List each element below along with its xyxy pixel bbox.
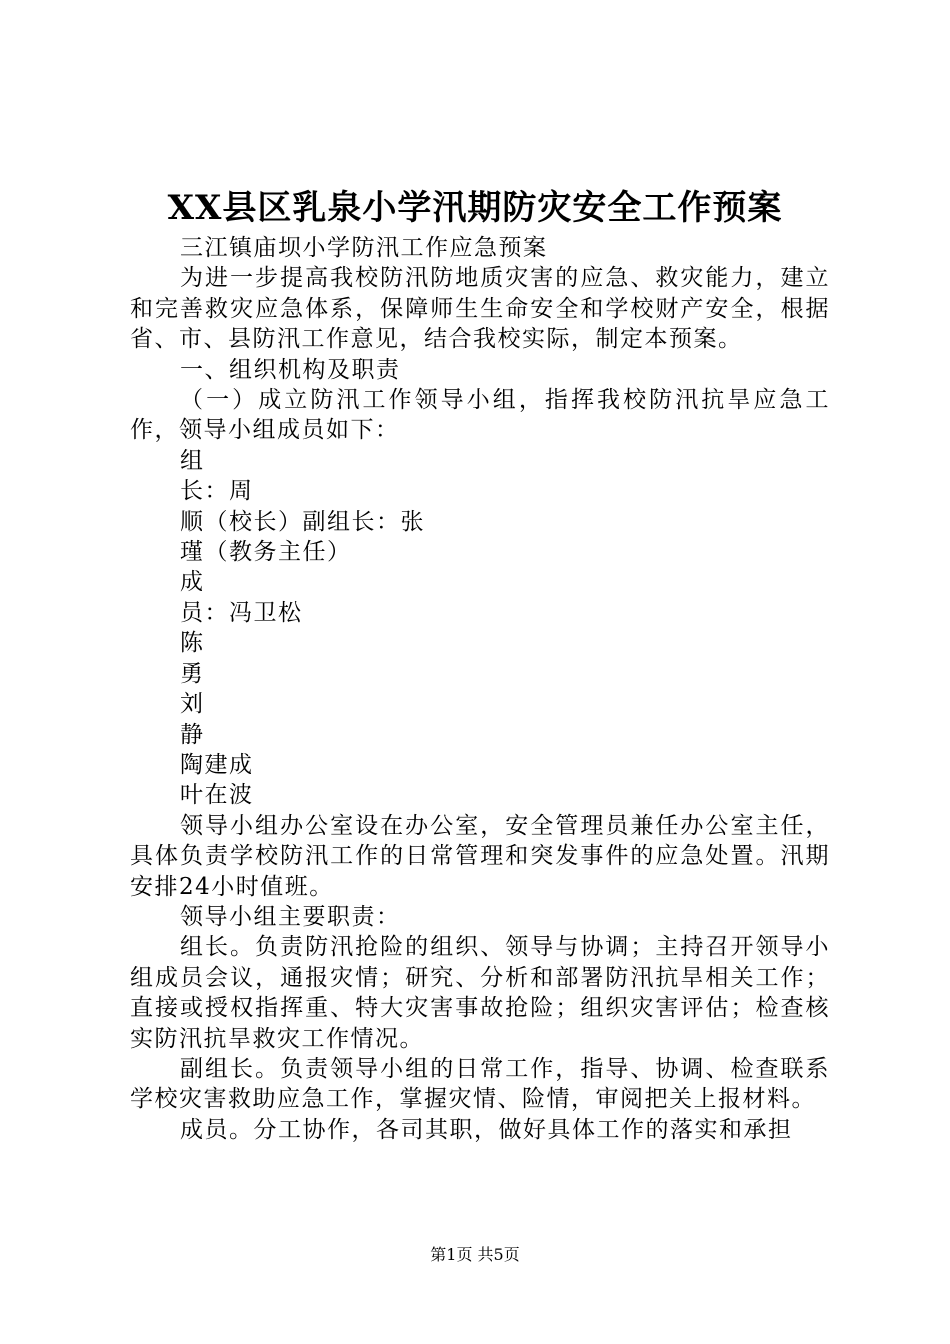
paragraph-leader-duties: 组长。负责防汛抢险的组织、领导与协调；主持召开领导小组成员会议，通报灾情；研究、分析和部署防汛抗旱相关工作；直接或授权指挥重、特大灾害事故抢险；组织灾害评估；检查核实防汛抗旱救灾工作情况。 [130,934,830,1052]
paragraph-leadership-group: （一）成立防汛工作领导小组，指挥我校防汛抗旱应急工作，领导小组成员如下： [130,387,830,444]
member-line: 叶在波 [180,782,254,809]
section-heading-organization: 一、组织机构及职责 [180,356,401,383]
paragraph-intro: 为进一步提高我校防汛防地质灾害的应急、救灾能力，建立和完善救灾应急体系，保障师生生命安全和学校财产安全，根据省、市、县防汛工作意见，结合我校实际，制定本预案。 [130,265,830,353]
paragraph-office: 领导小组办公室设在办公室，安全管理员兼任办公室主任，具体负责学校防汛工作的日常管理和突发事件的应急处置。汛期安排24小时值班。 [130,812,830,900]
member-line: 静 [180,721,205,748]
paragraph-duties-heading: 领导小组主要职责： [180,903,401,930]
member-line: 勇 [180,660,205,687]
paragraph-deputy-duties: 副组长。负责领导小组的日常工作，指导、协调、检查联系学校灾害救助应急工作，掌握灾情、险情，审阅把关上报材料。 [130,1055,830,1113]
page-footer: 第1页 共5页 [430,1245,520,1264]
document-title: XX县区乳泉小学汛期防灾安全工作预案 [167,188,783,228]
member-line: 顺（校长）副组长：张 [180,508,425,535]
member-line: 陶建成 [180,751,254,778]
member-line: 瑾（教务主任） [180,539,352,566]
member-line: 员：冯卫松 [180,599,303,626]
paragraph-subtitle: 三江镇庙坝小学防汛工作应急预案 [180,235,548,261]
member-line: 长：周 [180,478,254,505]
member-line: 刘 [180,691,205,718]
member-line: 成 [180,569,205,596]
member-line: 组 [180,447,205,474]
paragraph-member-duties: 成员。分工协作，各司其职，做好具体工作的落实和承担 [180,1116,793,1143]
document-body [130,233,830,1145]
member-line: 陈 [180,630,205,657]
